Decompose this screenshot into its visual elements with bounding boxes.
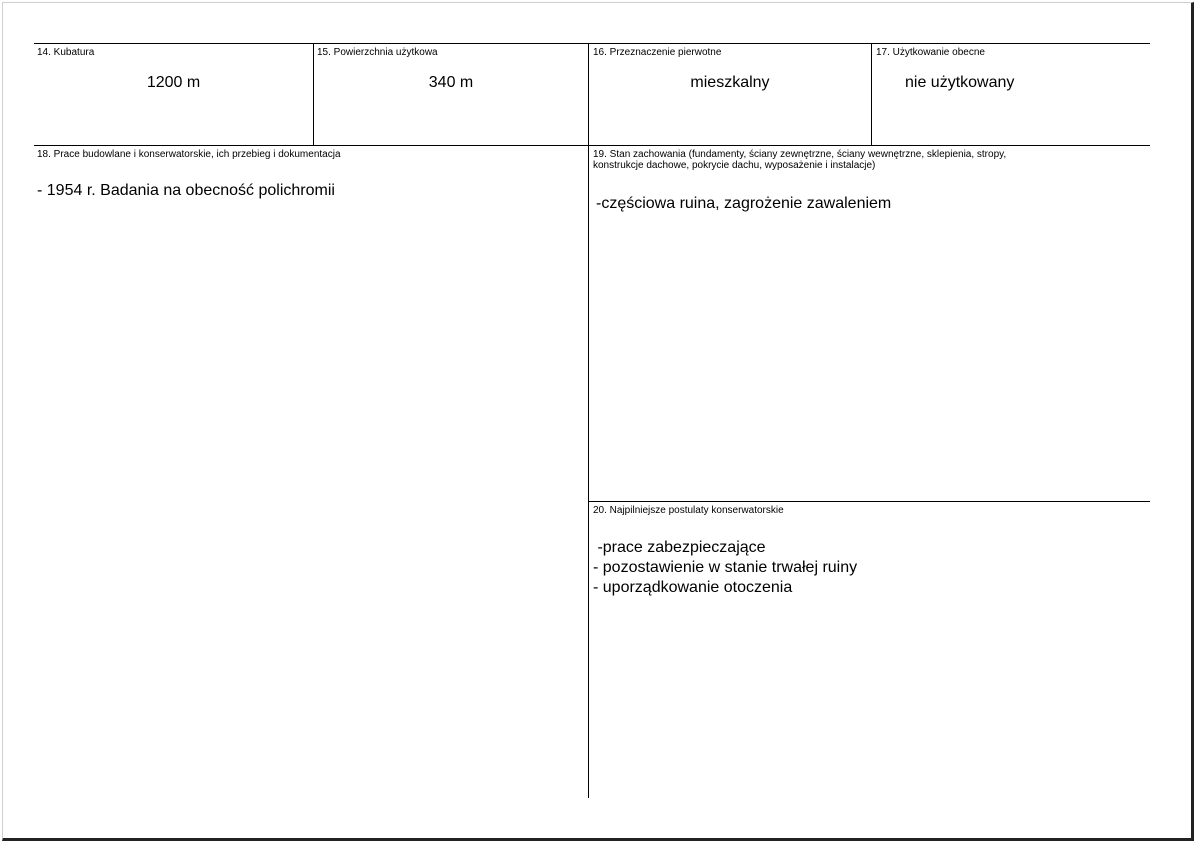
postulaty-list: [593, 538, 857, 598]
powierzchnia-label: 15. Powierzchnia użytkowa: [317, 47, 438, 58]
list-item: - pozostawienie w stanie trwałej ruiny: [593, 559, 858, 576]
form-page: [2, 2, 1194, 841]
stan-zachowania-label-line2: konstrukcje dachowe, pokrycie dachu, wyposażenie i instalacje): [593, 160, 876, 171]
row1-bottom-rule: [34, 145, 1150, 146]
divider-16-17: [871, 43, 872, 145]
field20-top-rule: [588, 501, 1150, 502]
prace-budowlane-label: 18. Prace budowlane i konserwatorskie, ich przebieg i dokumentacja: [37, 149, 341, 160]
divider-14-15: [313, 43, 314, 145]
stan-zachowania-value: -częściowa ruina, zagrożenie zawaleniem: [596, 195, 892, 212]
uzytkowanie-label: 17. Użytkowanie obecne: [876, 47, 985, 58]
list-item: -prace zabezpieczające: [593, 539, 766, 556]
przeznaczenie-value: mieszkalny: [690, 74, 770, 91]
przeznaczenie-label: 16. Przeznaczenie pierwotne: [593, 47, 722, 58]
list-item: - uporządkowanie otoczenia: [593, 579, 793, 596]
postulaty-label: 20. Najpilniejsze postulaty konserwatorskie: [593, 505, 784, 516]
powierzchnia-value: 340 m: [428, 74, 474, 91]
stan-zachowania-label-line1: 19. Stan zachowania (fundamenty, ściany zewnętrzne, ściany wewnętrzne, sklepienia, stropy,: [593, 149, 1007, 160]
prace-budowlane-value: - 1954 r. Badania na obecność polichromii: [37, 182, 335, 199]
uzytkowanie-value: nie użytkowany: [905, 74, 1015, 91]
divider-main: [588, 43, 589, 798]
kubatura-label: 14. Kubatura: [37, 47, 95, 58]
kubatura-value: 1200 m: [146, 74, 201, 91]
top-rule: [34, 43, 1150, 44]
